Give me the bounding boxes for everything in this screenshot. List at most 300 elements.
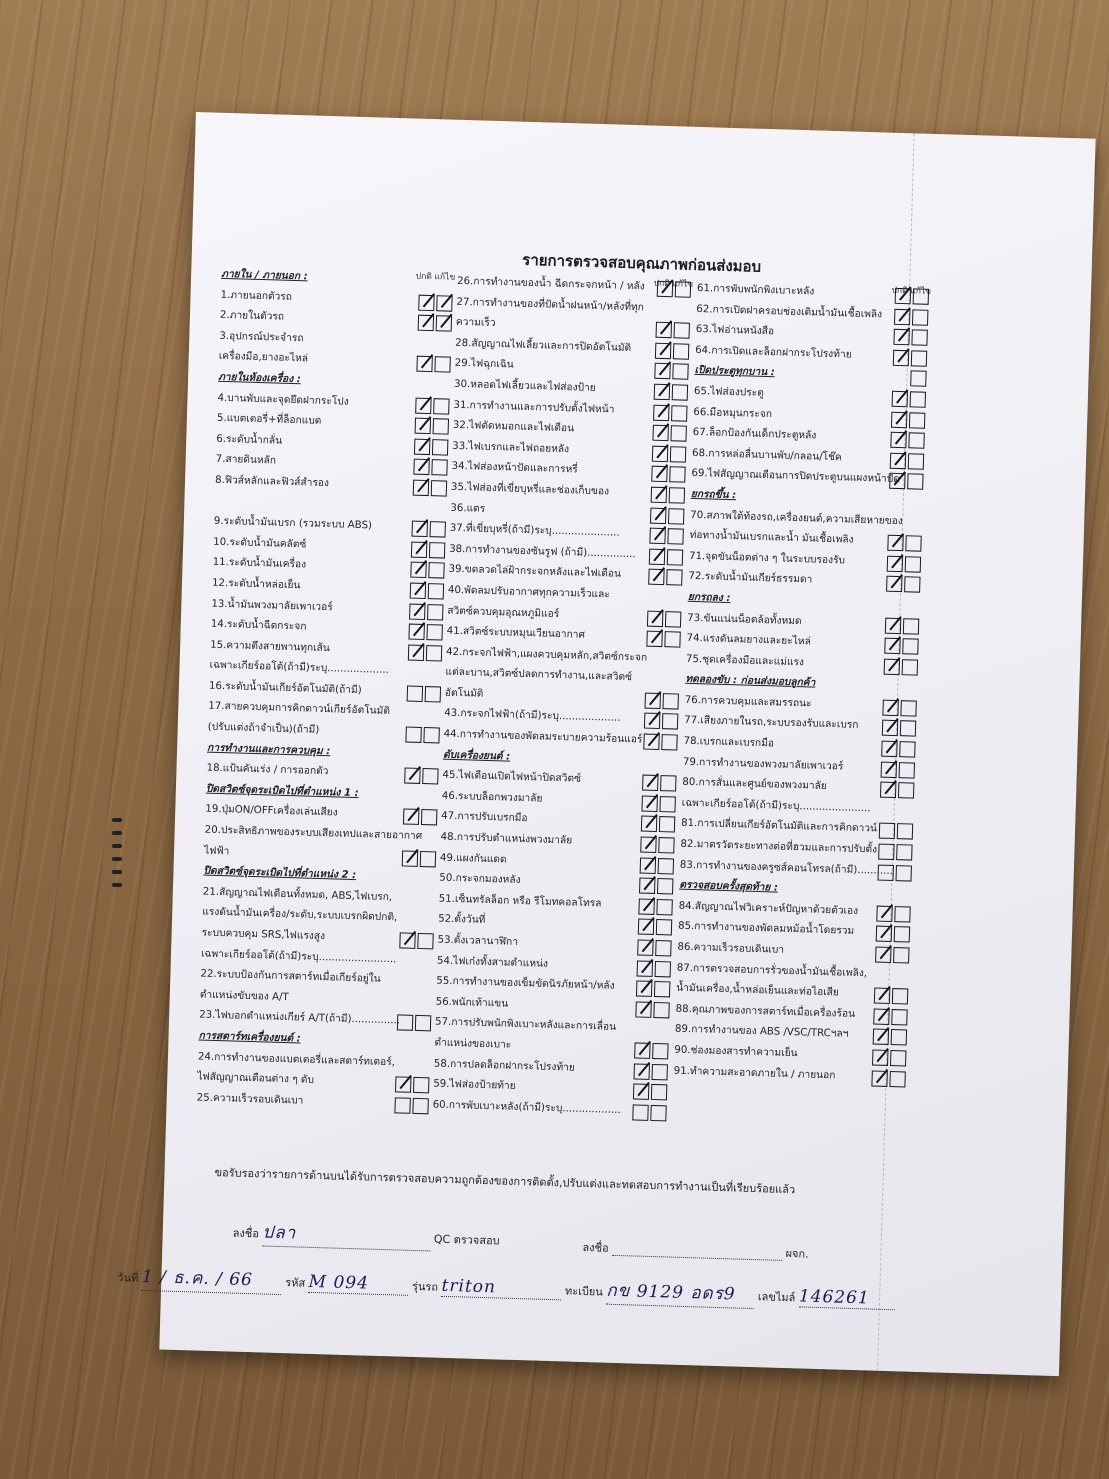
- fix-checkbox[interactable]: [651, 1064, 667, 1080]
- checklist-item-label: 16.ระดับน้ำมันเกียร์อัตโนมัติ(ถ้ามี): [208, 680, 362, 697]
- fix-checkbox[interactable]: [412, 1098, 428, 1114]
- checklist-item-label: อัตโนมัติ: [444, 687, 484, 700]
- checklist-item-label: 14.ระดับน้ำฉีดกระจก: [210, 618, 307, 633]
- normal-checkbox[interactable]: [872, 1049, 888, 1065]
- normal-checkbox[interactable]: [881, 761, 897, 777]
- normal-checkbox[interactable]: [410, 582, 426, 598]
- checklist-item-label: 17.สายควบคุมการคิกดาวน์เกียร์อัตโนมัติ: [208, 701, 391, 718]
- normal-checkbox[interactable]: [403, 809, 419, 825]
- normal-checkbox[interactable]: [641, 795, 657, 811]
- normal-checkbox[interactable]: [882, 720, 898, 736]
- fix-checkbox[interactable]: [671, 405, 687, 421]
- normal-checkbox[interactable]: [645, 692, 661, 708]
- checklist-item-label: 39.ขดลวดไล่ฝ้ากระจกหลังและไฟเตือน: [448, 564, 622, 581]
- checklist-item-label: ปิดสวิตซ์จุดระเบิดไปที่ตำแหน่ง 1 :: [205, 783, 359, 799]
- fix-checkbox[interactable]: [911, 330, 927, 346]
- fix-checkbox[interactable]: [432, 439, 448, 455]
- column-header: ปกติ แก้ไข: [891, 285, 932, 297]
- checklist-item-label: 22.ระบบป้องกันการสตาร์ทเมื่อเกียร์อยู่ใน: [200, 968, 381, 986]
- fix-checkbox[interactable]: [431, 459, 447, 475]
- fix-checkbox[interactable]: [661, 734, 677, 750]
- normal-checkbox[interactable]: [646, 631, 662, 647]
- normal-checkbox[interactable]: [642, 775, 658, 791]
- checklist-item-label: 29.ไฟฉุกเฉิน: [454, 358, 514, 371]
- normal-checkbox[interactable]: [884, 638, 900, 654]
- fix-checkbox[interactable]: [436, 315, 452, 331]
- checklist-item-label: 26.การทำงานของน้ำ ฉีดกระจกหน้า / หลัง: [456, 275, 645, 293]
- fix-checkbox[interactable]: [891, 1029, 907, 1045]
- checklist-item-label: 40.พัดลมปรับอากาศทุกความเร็วและ: [447, 584, 610, 601]
- checklist-item-label: 33.ไฟเบรกและไฟถอยหลัง: [452, 440, 570, 455]
- checklist-item-label: 70.สภาพใต้ท้องรถ,เครื่องยนต์,ความเสียหายของ: [690, 509, 903, 527]
- fix-checkbox[interactable]: [658, 858, 674, 874]
- checklist-item-label: 69.ไฟสัญญาณเตือนการปิดประตูบนแผงหน้าปัด: [691, 468, 900, 486]
- normal-checkbox[interactable]: [415, 397, 431, 413]
- fix-checkbox[interactable]: [659, 796, 675, 812]
- normal-checkbox[interactable]: [634, 1063, 650, 1079]
- plate-label: ทะเบียน: [564, 1284, 604, 1299]
- sign1-label: ลงชื่อ: [232, 1226, 260, 1241]
- checklist-item-label: 90.ช่องมองสารทำความเย็น: [674, 1044, 798, 1060]
- checklist-item-label: เฉพาะเกียร์ออโต้(ถ้ามี)ระบุ...................: [209, 659, 389, 677]
- normal-checkbox[interactable]: [644, 713, 660, 729]
- fix-checkbox[interactable]: [655, 961, 671, 977]
- normal-checkbox[interactable]: [875, 947, 891, 963]
- fix-checkbox[interactable]: [669, 467, 685, 483]
- checklist-item-label: 3.อุปกรณ์ประจำรถ: [219, 330, 304, 345]
- checklist-item-label: ไฟฟ้า: [203, 845, 230, 857]
- fix-checkbox[interactable]: [912, 309, 928, 325]
- normal-checkbox[interactable]: [394, 1097, 410, 1113]
- mileage-label: เลขไมล์: [757, 1290, 796, 1305]
- normal-checkbox[interactable]: [397, 1015, 413, 1031]
- fix-checkbox[interactable]: [651, 1084, 667, 1100]
- fix-checkbox[interactable]: [907, 474, 923, 490]
- checkbox-group: [392, 1097, 429, 1119]
- fix-checkbox[interactable]: [908, 453, 924, 469]
- checklist-item-label: 15.ความตึงสายพานทุกเส้น: [210, 639, 330, 654]
- normal-checkbox[interactable]: [652, 445, 668, 461]
- checklist-item-label: 47.การปรับเบรกมือ: [441, 811, 528, 825]
- normal-checkbox[interactable]: [418, 315, 434, 331]
- fix-checkbox[interactable]: [896, 844, 912, 860]
- checklist-item-label: 63.ไฟอ่านหนังสือ: [695, 324, 775, 338]
- normal-checkbox[interactable]: [413, 480, 429, 496]
- checklist-item-label: 64.การเปิดและล็อกฝากระโปรงท้าย: [694, 344, 852, 361]
- fix-checkbox[interactable]: [655, 940, 671, 956]
- normal-checkbox[interactable]: [637, 960, 653, 976]
- normal-checkbox[interactable]: [409, 603, 425, 619]
- normal-checkbox[interactable]: [654, 363, 670, 379]
- fix-checkbox[interactable]: [899, 741, 915, 757]
- fix-checkbox[interactable]: [427, 604, 443, 620]
- checklist-item-label: 68.การหล่อลื่นบานพับ/กลอน/โช๊ค: [691, 447, 842, 464]
- normal-checkbox[interactable]: [638, 919, 654, 935]
- checklist-item-label: 54.ไฟเก๋งทั้งสามตำแหน่ง: [436, 955, 549, 970]
- fix-checkbox[interactable]: [892, 988, 908, 1004]
- normal-checkbox[interactable]: [635, 1001, 651, 1017]
- fix-checkbox[interactable]: [422, 768, 438, 784]
- fix-checkbox[interactable]: [425, 686, 441, 702]
- normal-checkbox[interactable]: [651, 487, 667, 503]
- fix-checkbox[interactable]: [891, 1009, 907, 1025]
- checklist-item-label: (ปรับแต่งถ้าจำเป็น)(ถ้ามี): [207, 721, 320, 736]
- column-header: ปกติ แก้ไข: [415, 271, 456, 283]
- checklist-item-label: ท่อทางน้ำมันเบรกและน้ำ มันเชื้อเพลิง: [689, 529, 854, 546]
- fix-checkbox[interactable]: [426, 624, 442, 640]
- checkbox-group: [869, 1070, 906, 1092]
- fix-checkbox[interactable]: [652, 1043, 668, 1059]
- date-label: วันที่: [117, 1271, 139, 1285]
- normal-checkbox[interactable]: [654, 384, 670, 400]
- normal-checkbox[interactable]: [895, 288, 911, 304]
- fix-checkbox[interactable]: [665, 611, 681, 627]
- date-value: 1 / ธ.ค. / 66: [141, 1266, 254, 1291]
- fix-checkbox[interactable]: [654, 981, 670, 997]
- checklist-item-label: 25.ความเร็วรอบเดินเบา: [196, 1092, 304, 1107]
- checklist-item-label: 50.กระจกมองหลัง: [439, 872, 521, 887]
- normal-checkbox[interactable]: [878, 844, 894, 860]
- normal-checkbox[interactable]: [416, 356, 432, 372]
- checklist-item-label: 59.ไฟส่องป้ายท้าย: [433, 1078, 516, 1093]
- fix-checkbox[interactable]: [902, 638, 918, 654]
- checklist-item-label: 45.ไฟเตือนเปิดไฟหน้าปิดสวิตซ์: [442, 769, 582, 785]
- qc-signature: ปลา: [262, 1222, 297, 1244]
- checklist-item-label: 84.สัญญาณไฟวิเคราะห์ปัญหาด้วยตัวเอง: [678, 900, 859, 917]
- fix-checkbox[interactable]: [910, 391, 926, 407]
- normal-checkbox[interactable]: [891, 411, 907, 427]
- checklist-item-label: 91.ทำความสะอาดภายใน / ภายนอก: [673, 1065, 836, 1081]
- checklist-item-label: 10.ระดับน้ำมันคลัตซ์: [213, 536, 307, 551]
- fix-checkbox[interactable]: [672, 364, 688, 380]
- normal-checkbox[interactable]: [885, 617, 901, 633]
- normal-checkbox[interactable]: [881, 741, 897, 757]
- fix-checkbox[interactable]: [650, 1105, 666, 1121]
- normal-checkbox[interactable]: [410, 562, 426, 578]
- normal-checkbox[interactable]: [395, 1076, 411, 1092]
- mileage-value: 146261: [798, 1286, 871, 1309]
- fix-checkbox[interactable]: [899, 762, 915, 778]
- checklist-item-label: 78.เบรกและเบรกมือ: [683, 735, 775, 750]
- checklist-item-label: ระบบควบคุม SRS,ไฟแรงสูง: [201, 927, 326, 943]
- fix-checkbox[interactable]: [420, 851, 436, 867]
- checklist-item-label: 71.จุดขันน็อตต่าง ๆ ในระบบรองรับ: [688, 550, 846, 567]
- fix-checkbox[interactable]: [909, 412, 925, 428]
- normal-checkbox[interactable]: [648, 569, 664, 585]
- normal-checkbox[interactable]: [871, 1070, 887, 1086]
- checklist-item-label: 82.มาตรวัดระยะทางต่อที่ฮวมและการปรับตั้ง: [680, 838, 878, 856]
- fix-checkbox[interactable]: [670, 446, 686, 462]
- checklist-item-label: 27.การทำงานของที่ปัดน้ำฝนหน้า/หลังที่ทุก: [456, 296, 645, 313]
- fix-checkbox[interactable]: [889, 1071, 905, 1087]
- checklist-item-label: 48.การปรับตำแหน่งพวงมาลัย: [440, 831, 573, 847]
- checklist-item-label: 31.การทำงานและการปรับตั้งไฟหน้า: [453, 399, 615, 416]
- normal-checkbox[interactable]: [402, 850, 418, 866]
- normal-checkbox[interactable]: [641, 816, 657, 832]
- checklist-item-label: ความเร็ว: [455, 316, 496, 330]
- checklist-item-label: ไฟสัญญาณเตือนต่าง ๆ ดับ: [197, 1071, 315, 1087]
- normal-checkbox[interactable]: [404, 768, 420, 784]
- normal-checkbox[interactable]: [414, 438, 430, 454]
- normal-checkbox[interactable]: [884, 658, 900, 674]
- normal-checkbox[interactable]: [886, 576, 902, 592]
- normal-checkbox[interactable]: [408, 624, 424, 640]
- fix-checkbox[interactable]: [423, 727, 439, 743]
- checkbox-group: [630, 1104, 667, 1126]
- fix-checkbox[interactable]: [905, 535, 921, 551]
- normal-checkbox[interactable]: [893, 350, 909, 366]
- checklist-item-label: เฉพาะเกียร์ออโต้(ถ้ามี)ระบุ......................: [681, 797, 871, 815]
- checklist-item-label: 49.แผงกันแดด: [439, 852, 507, 866]
- normal-checkbox[interactable]: [876, 905, 892, 921]
- normal-checkbox[interactable]: [890, 432, 906, 448]
- checklist-item-label: 11.ระดับน้ำมันเครื่อง: [212, 557, 307, 571]
- normal-checkbox[interactable]: [411, 541, 427, 557]
- fix-checkbox[interactable]: [913, 288, 929, 304]
- checklist-item-label: 62.การเปิดฝาครอบช่องเติมน้ำมันเชื้อเพลิง: [696, 303, 883, 321]
- fix-checkbox[interactable]: [669, 487, 685, 503]
- fix-checkbox[interactable]: [429, 521, 445, 537]
- normal-checkbox[interactable]: [657, 281, 673, 297]
- fix-checkbox[interactable]: [417, 933, 433, 949]
- checklist-item-label: 7.สายดินหลัก: [215, 454, 277, 467]
- fix-checkbox[interactable]: [434, 357, 450, 373]
- normal-checkbox[interactable]: [411, 521, 427, 537]
- normal-checkbox[interactable]: [418, 294, 434, 310]
- checklist-item-label: 80.การสั่นและศูนย์ของพวงมาลัย: [682, 776, 827, 793]
- checklist-item-label: 36.แตร: [450, 502, 486, 515]
- normal-checkbox[interactable]: [878, 864, 894, 880]
- normal-checkbox[interactable]: [873, 1029, 889, 1045]
- fix-checkbox[interactable]: [900, 721, 916, 737]
- checklist-item-label: 6.ระดับน้ำกลั่น: [216, 433, 283, 447]
- normal-checkbox[interactable]: [890, 452, 906, 468]
- fix-checkbox[interactable]: [896, 865, 912, 881]
- normal-checkbox[interactable]: [887, 535, 903, 551]
- checklist-column-1: [196, 265, 457, 1116]
- checklist-item-label: 23.ไฟบอกตำแหน่งเกียร์ A/T(ถ้ามี)...............: [199, 1009, 401, 1027]
- fix-checkbox[interactable]: [675, 281, 691, 297]
- checklist-item-label: 24.การทำงานของแบตเตอรี่และสตาร์ทเตอร์,: [197, 1051, 396, 1068]
- checklist-item-label: 56.พนักเท้าแขน: [435, 996, 509, 1010]
- fix-checkbox[interactable]: [905, 556, 921, 572]
- certification-text: ขอรับรองว่ารายการด้านบนได้รับการตรวจสอบความถูกต้องของการติดตั้ง,ปรับแต่งและทดสอบการทำงานเป็นที่เรียบร้อยแล้ว: [214, 1166, 796, 1197]
- normal-checkbox[interactable]: [405, 727, 421, 743]
- normal-checkbox[interactable]: [889, 473, 905, 489]
- normal-checkbox[interactable]: [894, 308, 910, 324]
- fix-checkbox[interactable]: [894, 906, 910, 922]
- normal-checkbox[interactable]: [634, 1042, 650, 1058]
- normal-checkbox[interactable]: [399, 932, 415, 948]
- checklist-item-label: 46.ระบบล็อกพวงมาลัย: [441, 790, 543, 805]
- normal-checkbox[interactable]: [892, 391, 908, 407]
- checklist-item-label: 81.การเปลี่ยนเกียร์อัตโนมัติและการคิกดาวน์: [680, 818, 878, 835]
- checklist-item-label: ตำแหน่งขับของ A/T: [199, 989, 289, 1003]
- fix-checkbox[interactable]: [668, 508, 684, 524]
- normal-checkbox[interactable]: [637, 939, 653, 955]
- checklist-item-label: 51.เซ็นทรัลล็อก หรือ รีโมทคอลโทรล: [438, 893, 602, 910]
- normal-checkbox[interactable]: [879, 823, 895, 839]
- normal-checkbox[interactable]: [910, 371, 926, 387]
- checklist-item-label: 65.ไฟส่องประตู: [693, 385, 764, 399]
- fix-checkbox[interactable]: [426, 645, 442, 661]
- normal-checkbox[interactable]: [639, 878, 655, 894]
- fix-checkbox[interactable]: [898, 782, 914, 798]
- fix-checkbox[interactable]: [673, 322, 689, 338]
- normal-checkbox[interactable]: [876, 926, 892, 942]
- checklist-item-label: 42.กระจกไฟฟ้า,แผงควบคุมหลัก,สวิตซ์กระจก: [445, 646, 648, 664]
- checklist-item-label: ยกรถขึ้น :: [690, 488, 737, 502]
- checklist-item-label: สวิตซ์ควบคุมอุณหภูมิแอร์: [447, 605, 560, 620]
- normal-checkbox[interactable]: [413, 459, 429, 475]
- checklist-item-label: แต่ละบาน,สวิตซ์ปลดการทำงาน,และสวิตซ์: [445, 666, 633, 684]
- code-label: รหัส: [285, 1276, 306, 1290]
- checklist-item-label: เฉพาะเกียร์ออโต้(ถ้ามี)ระบุ........................: [200, 948, 397, 965]
- normal-checkbox[interactable]: [656, 322, 672, 338]
- checklist-item-label: แรงดันน้ำมันเครื่อง/ระดับ,ระบบเบรกผิดปกติ,: [202, 906, 398, 924]
- fix-checkbox[interactable]: [672, 384, 688, 400]
- checklist-column-2: [432, 272, 695, 1123]
- normal-checkbox[interactable]: [893, 329, 909, 345]
- desk-holes: [112, 818, 122, 896]
- normal-checkbox[interactable]: [415, 418, 431, 434]
- checklist-item-label: 88.คุณภาพของการสตาร์ทเมื่อเครื่องร้อน: [675, 1003, 856, 1020]
- checklist-item-label: 37.ที่เขี่ยบุหรี่(ถ้ามี)ระบุ.....................: [449, 522, 620, 539]
- normal-checkbox[interactable]: [649, 528, 665, 544]
- fix-checkbox[interactable]: [659, 816, 675, 832]
- checklist-item-label: 75.ชุดเครื่องมือและแม่แรง: [685, 653, 805, 668]
- checklist-item-label: เปิดประตูทุกบาน :: [694, 365, 775, 379]
- fix-checkbox[interactable]: [670, 425, 686, 441]
- fix-checkbox[interactable]: [421, 809, 437, 825]
- normal-checkbox[interactable]: [650, 507, 666, 523]
- normal-checkbox[interactable]: [880, 782, 896, 798]
- fix-checkbox[interactable]: [666, 569, 682, 585]
- checklist-item-label: 79.การทำงานของพวงมาลัยเพาเวอร์: [682, 756, 844, 773]
- fix-checkbox[interactable]: [662, 693, 678, 709]
- normal-checkbox[interactable]: [643, 734, 659, 750]
- normal-checkbox[interactable]: [647, 610, 663, 626]
- fix-checkbox[interactable]: [415, 1015, 431, 1031]
- normal-checkbox[interactable]: [408, 644, 424, 660]
- checklist-item-label: 86.ความเร็วรอบเดินเบา: [677, 941, 785, 956]
- checklist-item-label: 4.บานพับและจุดยึดฝากระโปง: [217, 392, 349, 408]
- checklist-item-label: 55.การทำงานของเข็มขัดนิรภัยหน้า/หลัง: [436, 975, 615, 992]
- checklist-item-label: 72.ระดับน้ำมันเกียร์ธรรมดา: [688, 571, 813, 586]
- checklist-item-label: 12.ระดับน้ำหล่อเย็น: [211, 577, 301, 592]
- normal-checkbox[interactable]: [652, 425, 668, 441]
- fix-checkbox[interactable]: [673, 343, 689, 359]
- checklist-item-label: น้ำมันเครื่อง,น้ำหล่อเย็นและท่อไอเสีย: [676, 982, 839, 999]
- normal-checkbox[interactable]: [649, 548, 665, 564]
- checklist-item-label: 18.แป้นคันเร่ง / การออกตัว: [206, 762, 329, 778]
- normal-checkbox[interactable]: [636, 981, 652, 997]
- checklist-item-label: 66.มือหมุนกระจก: [693, 406, 773, 420]
- fix-checkbox[interactable]: [900, 700, 916, 716]
- normal-checkbox[interactable]: [655, 343, 671, 359]
- fix-checkbox[interactable]: [662, 714, 678, 730]
- fix-checkbox[interactable]: [429, 542, 445, 558]
- checklist-paper: [117, 112, 1095, 1376]
- normal-checkbox[interactable]: [882, 700, 898, 716]
- model-value: triton: [441, 1275, 497, 1298]
- fix-checkbox[interactable]: [431, 480, 447, 496]
- checklist-item-label: 61.การพับพนักพิงเบาะหลัง: [696, 282, 815, 298]
- normal-checkbox[interactable]: [887, 555, 903, 571]
- normal-checkbox[interactable]: [638, 898, 654, 914]
- checklist-item-label: 20.ประสิทธิภาพของระบบเสียงเทปและสายอากาศ: [204, 824, 423, 843]
- fix-checkbox[interactable]: [890, 1050, 906, 1066]
- checklist-item-label: 30.หลอดไฟเลี้ยวและไฟส่องป้าย: [453, 378, 596, 394]
- checklist-item-label: 73.ขันแน่นน็อตล้อทั้งหมด: [687, 612, 802, 627]
- fix-checkbox[interactable]: [428, 583, 444, 599]
- sign2-label: ลงชื่อ: [582, 1240, 609, 1255]
- normal-checkbox[interactable]: [633, 1084, 649, 1100]
- fix-checkbox[interactable]: [664, 631, 680, 647]
- fix-checkbox[interactable]: [897, 824, 913, 840]
- fix-checkbox[interactable]: [428, 562, 444, 578]
- fix-checkbox[interactable]: [433, 398, 449, 414]
- sign2-role: ผจก.: [785, 1246, 809, 1261]
- code-value: M 094: [308, 1271, 370, 1294]
- normal-checkbox[interactable]: [640, 837, 656, 853]
- fix-checkbox[interactable]: [904, 577, 920, 593]
- checklist-item-label: 52.ตั้งวันที่: [437, 913, 486, 927]
- fix-checkbox[interactable]: [658, 837, 674, 853]
- normal-checkbox[interactable]: [651, 466, 667, 482]
- checklist-item-label: ตรวจสอบครั้งสุดท้าย :: [679, 879, 779, 894]
- fix-checkbox[interactable]: [893, 947, 909, 963]
- normal-checkbox[interactable]: [874, 988, 890, 1004]
- fix-checkbox[interactable]: [413, 1077, 429, 1093]
- fix-checkbox[interactable]: [908, 432, 924, 448]
- checklist-item-label: 19.ปุ่มON/OFFเครื่องเล่นเสียง: [205, 804, 338, 819]
- fix-checkbox[interactable]: [657, 878, 673, 894]
- checklist-column-3: [673, 279, 933, 1089]
- normal-checkbox[interactable]: [640, 857, 656, 873]
- fix-checkbox[interactable]: [660, 775, 676, 791]
- fix-checkbox[interactable]: [656, 899, 672, 915]
- fix-checkbox[interactable]: [436, 295, 452, 311]
- checklist-item-label: 2.ภายในตัวรถ: [219, 309, 285, 323]
- qc-signature-line: [232, 1218, 500, 1254]
- fix-checkbox[interactable]: [894, 926, 910, 942]
- fix-checkbox[interactable]: [902, 659, 918, 675]
- fix-checkbox[interactable]: [433, 418, 449, 434]
- checklist-item-label: การทำงานและการควบคุม :: [206, 742, 331, 757]
- checklist-item-label: 32.ไฟตัดหมอกและไฟเตือน: [452, 419, 575, 435]
- fix-checkbox[interactable]: [911, 350, 927, 366]
- fix-checkbox[interactable]: [667, 528, 683, 544]
- normal-checkbox[interactable]: [873, 1008, 889, 1024]
- checklist-item-label: 44.การทำงานของพัดลมระบายความร้อนแอร์: [443, 728, 643, 746]
- fix-checkbox[interactable]: [653, 1002, 669, 1018]
- checklist-item-label: 76.การควบคุมและสมรรถนะ: [684, 694, 812, 710]
- checklist-item-label: ตำแหน่งของเบาะ: [434, 1037, 512, 1051]
- checklist-item-label: 43.กระจกไฟฟ้า(ถ้ามี)ระบุ...................: [444, 708, 621, 725]
- fix-checkbox[interactable]: [667, 549, 683, 565]
- fix-checkbox[interactable]: [656, 919, 672, 935]
- checklist-item-label: 38.การทำงานของซันรูฟ (ถ้ามี)...............: [448, 543, 636, 560]
- normal-checkbox[interactable]: [653, 404, 669, 420]
- checklist-item-label: 57.การปรับพนักพิงเบาะหลังและการเลื่อน: [434, 1016, 617, 1034]
- checklist-item-label: 35.ไฟส่องที่เขี่ยบุหรี่และช่องเก็บของ: [450, 481, 610, 498]
- normal-checkbox[interactable]: [632, 1104, 648, 1120]
- column-header: ปกติ แก้ไข: [653, 278, 694, 290]
- checklist-item-label: ทดลองขับ : ก่อนส่งมอบลูกค้า: [685, 674, 816, 689]
- normal-checkbox[interactable]: [407, 685, 423, 701]
- fix-checkbox[interactable]: [903, 618, 919, 634]
